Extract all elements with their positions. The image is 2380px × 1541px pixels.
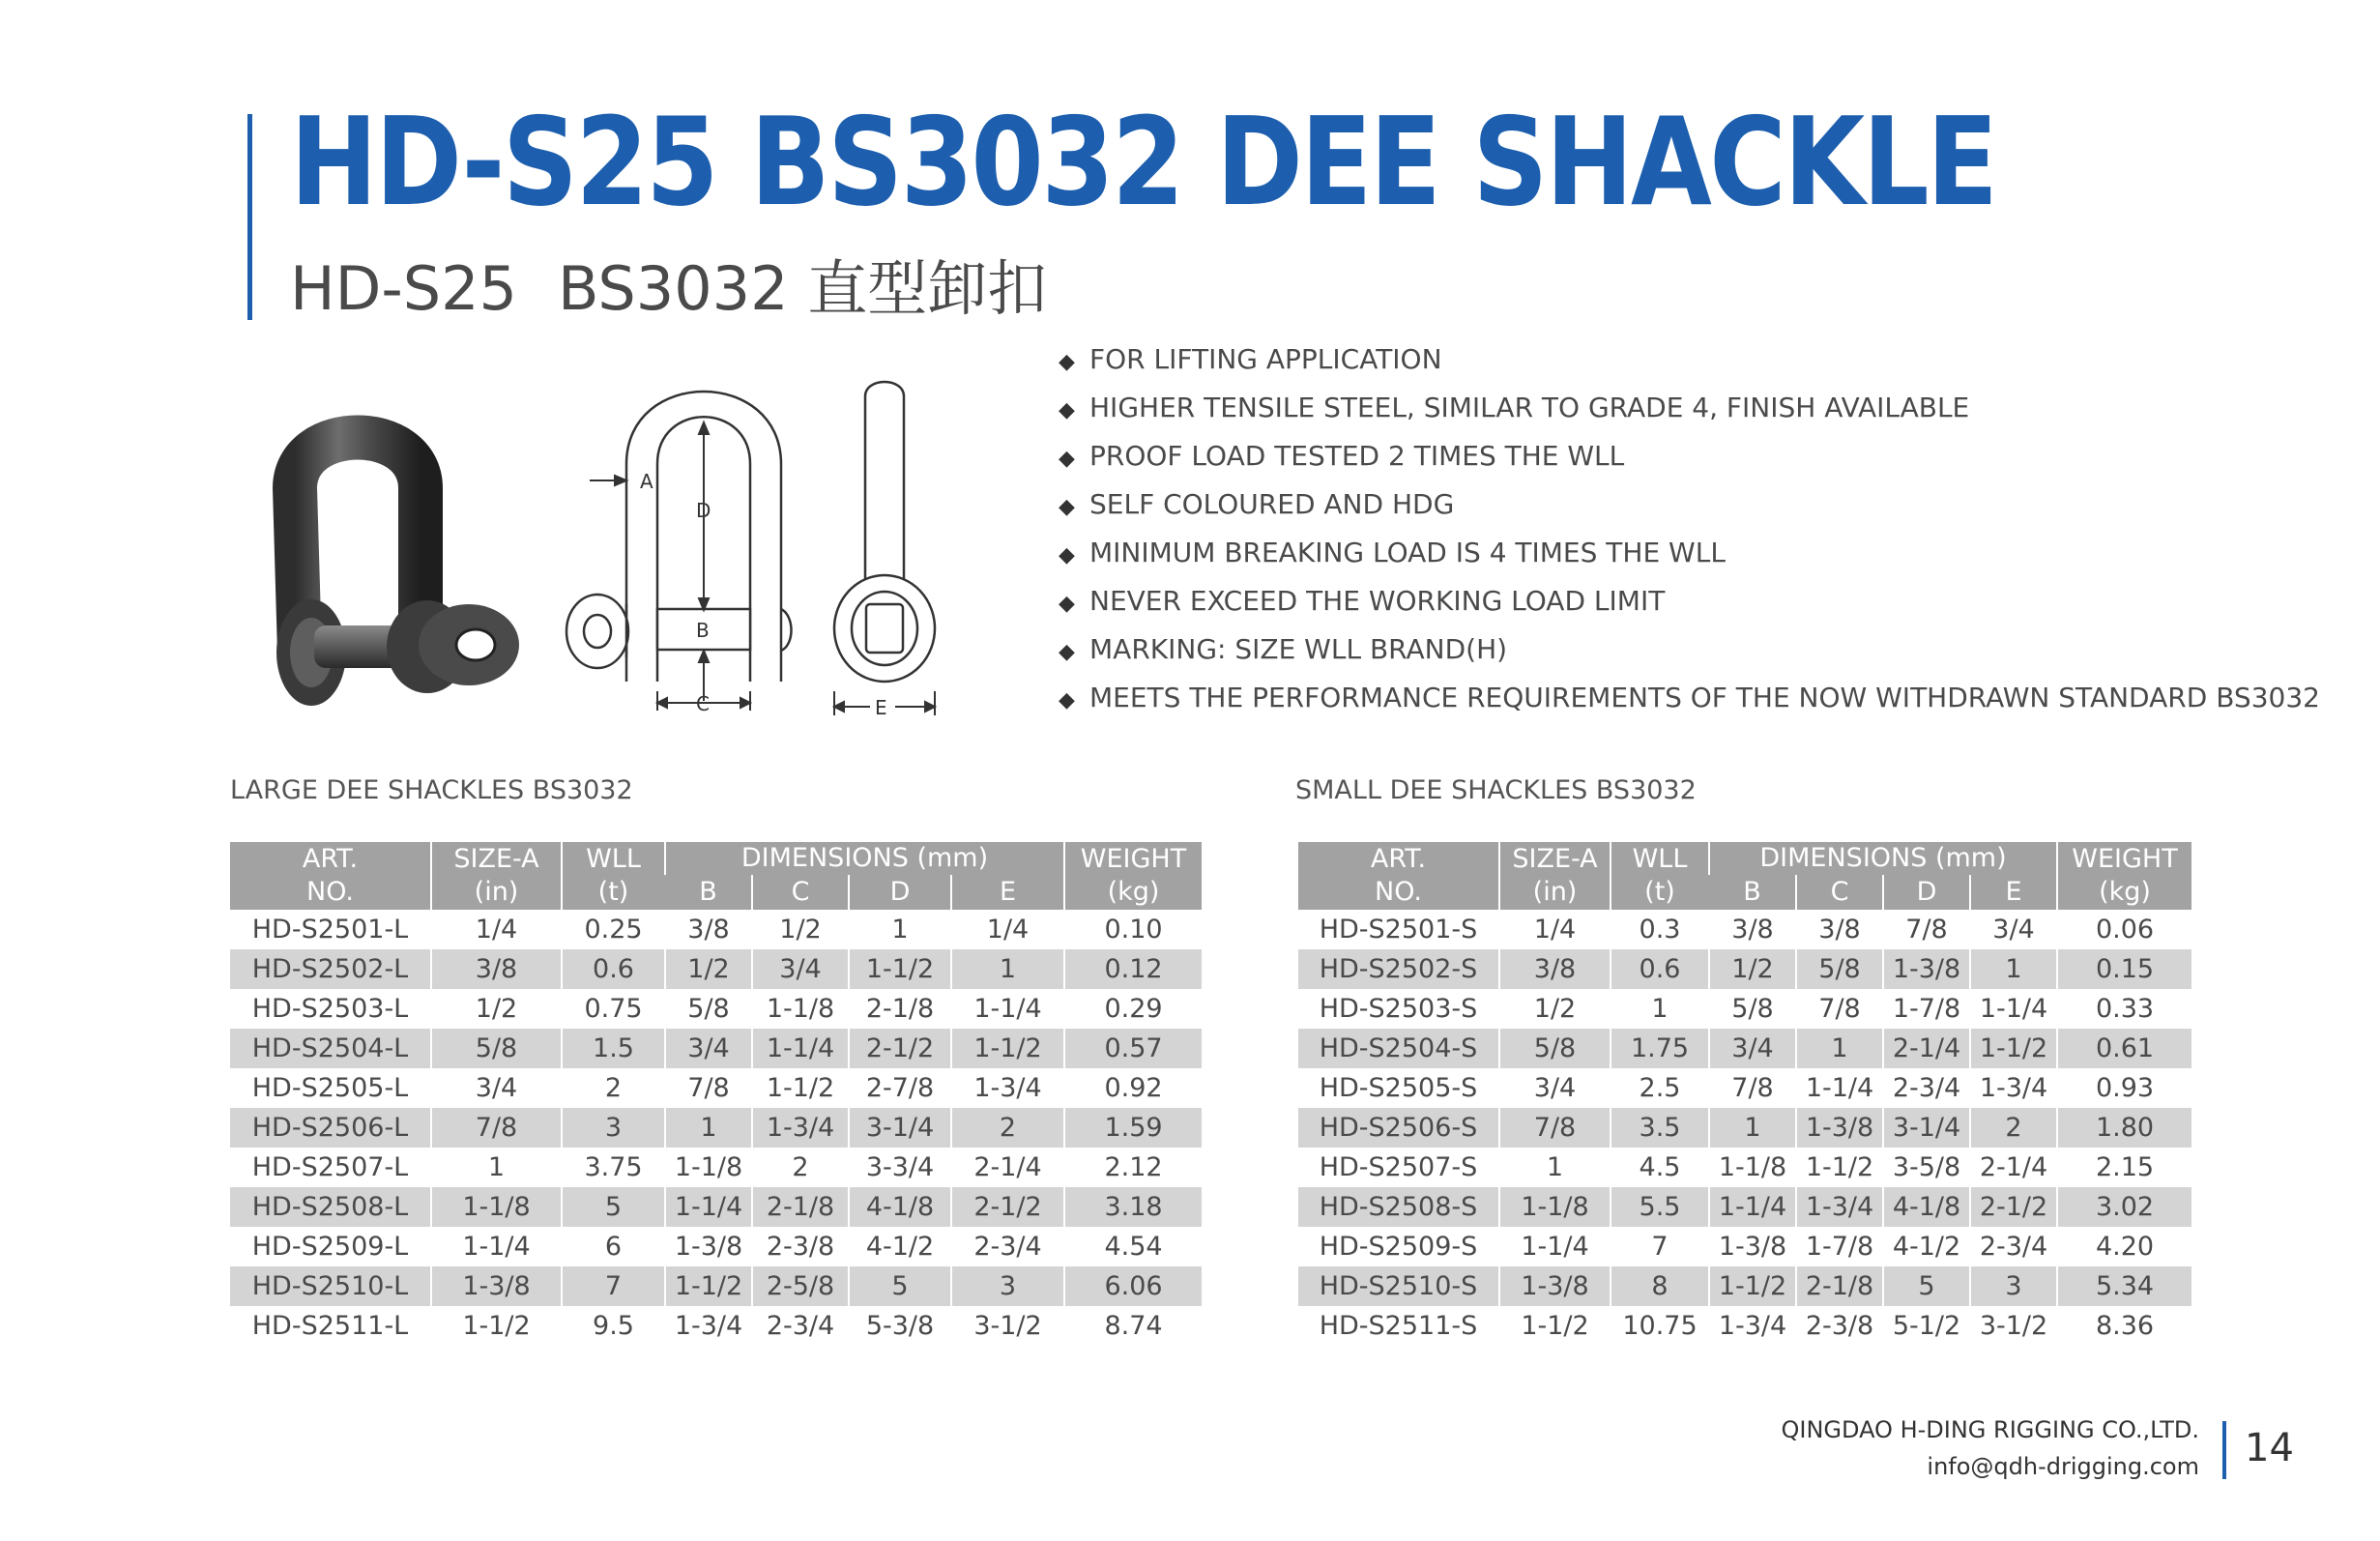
shackle-photo [261, 382, 561, 720]
header-c: C [752, 875, 849, 910]
table-cell: 1-1/2 [1499, 1306, 1611, 1346]
page-subtitle [290, 253, 1047, 325]
table-cell: 7/8 [1709, 1068, 1796, 1108]
table-cell: HD-S2510-S [1298, 1266, 1499, 1306]
table-cell: 1-3/4 [951, 1068, 1064, 1108]
table-cell: 3-3/4 [849, 1148, 951, 1187]
table-cell: 1 [665, 1108, 752, 1148]
table-row [230, 1108, 1202, 1148]
table-row [1298, 1187, 2191, 1227]
table-cell: HD-S2505-S [1319, 1073, 1478, 1103]
table-cell: 5 [1883, 1266, 1970, 1306]
table-cell: 1-1/8 [1499, 1187, 1611, 1227]
table-cell: 1-3/8 [1499, 1266, 1611, 1306]
table-row [1298, 1306, 2191, 1346]
header-e: E [951, 875, 1064, 910]
table-cell: HD-S2509-S [1319, 1232, 1478, 1262]
table-cell: HD-S2502-L [230, 949, 431, 989]
table-cell: 1-1/4 [665, 1187, 752, 1227]
page-title: HD-S25 BS3032 DEE SHACKLE [290, 91, 1996, 233]
table-cell: 1-1/2 [1796, 1148, 1883, 1187]
table-cell: 1-3/8 [431, 1266, 562, 1306]
table-cell: 1 [1970, 949, 2057, 989]
table-cell: 2-3/8 [752, 1227, 849, 1266]
table-cell: 3-5/8 [1883, 1148, 1970, 1187]
table-row [1298, 1068, 2191, 1108]
table-cell: 3 [951, 1266, 1064, 1306]
table-cell: HD-S2504-L [230, 1029, 431, 1068]
table-cell: HD-S2504-S [1298, 1029, 1499, 1068]
table-cell: 7 [1611, 1227, 1709, 1266]
header-size: SIZE-A (in) [1499, 842, 1611, 910]
company-name: QINGDAO H-DING RIGGING CO.,LTD. [1781, 1416, 2199, 1443]
diamond-bullet-icon: ◆ [1059, 447, 1075, 471]
table-cell: 3.18 [1064, 1187, 1202, 1227]
table-cell: 2 [752, 1148, 849, 1187]
table-cell: HD-S2509-L [251, 1232, 409, 1262]
table-cell: 2-1/2 [951, 1187, 1064, 1227]
table-row [230, 949, 1202, 989]
table-cell: 3/8 [1709, 910, 1796, 949]
table-cell: 5 [849, 1266, 951, 1306]
small-table-title: SMALL DEE SHACKLES BS3032 [1295, 775, 1697, 805]
table-cell: 2-1/8 [849, 989, 951, 1029]
table-cell: 1-3/8 [1883, 949, 1970, 989]
table-cell: HD-S2505-L [251, 1073, 409, 1103]
table-cell: 4-1/2 [849, 1227, 951, 1266]
table-cell: 3-1/4 [849, 1108, 951, 1148]
table-cell: HD-S2511-S [1319, 1311, 1478, 1341]
table-cell: 1-3/4 [665, 1306, 752, 1346]
table-cell: HD-S2508-L [230, 1187, 431, 1227]
table-cell: HD-S2502-S [1298, 949, 1499, 989]
diamond-bullet-icon: ◆ [1059, 398, 1075, 422]
table-cell: 0.29 [1064, 989, 1202, 1029]
header-b: B [665, 875, 752, 910]
label-e: E [875, 696, 887, 719]
table-cell: 8 [1611, 1266, 1709, 1306]
table-cell: 3 [562, 1108, 665, 1148]
table-cell: 3-1/2 [1970, 1306, 2057, 1346]
table-cell: HD-S2506-S [1298, 1108, 1499, 1148]
table-cell: 1/2 [431, 989, 562, 1029]
table-cell: 5.5 [1611, 1187, 1709, 1227]
table-cell: 2.15 [2057, 1148, 2191, 1187]
table-cell: 2-3/4 [1883, 1068, 1970, 1108]
table-cell: 1-7/8 [1883, 989, 1970, 1029]
table-cell: 2-1/2 [1970, 1187, 2057, 1227]
header-weight: WEIGHT (kg) [2057, 842, 2191, 910]
table-cell: 0.61 [2057, 1029, 2191, 1068]
table-cell: 1.5 [562, 1029, 665, 1068]
table-cell: 3-1/2 [951, 1306, 1064, 1346]
table-cell: 1 [951, 949, 1064, 989]
table-cell: 1-1/2 [752, 1068, 849, 1108]
feature-item: ◆ NEVER EXCEED THE WORKING LOAD LIMIT [1059, 582, 2320, 630]
label-c: C [696, 692, 710, 715]
table-cell: 4.54 [1064, 1227, 1202, 1266]
table-cell: HD-S2501-S [1319, 915, 1478, 945]
table-cell: 1-1/2 [1970, 1029, 2057, 1068]
diamond-bullet-icon: ◆ [1059, 592, 1075, 616]
table-row [230, 1306, 1202, 1346]
table-cell: HD-S2508-S [1298, 1187, 1499, 1227]
table-cell: 1-1/8 [1709, 1148, 1796, 1187]
table-cell: 2-1/4 [1970, 1148, 2057, 1187]
table-row [1298, 910, 2191, 949]
table-cell: 4-1/8 [849, 1187, 951, 1227]
feature-item: ◆ SELF COLOURED AND HDG [1059, 485, 2320, 534]
table-cell: 1-3/4 [1970, 1068, 2057, 1108]
table-cell: 5-1/2 [1883, 1306, 1970, 1346]
table-cell: 6.06 [1064, 1266, 1202, 1306]
table-cell: 0.25 [562, 910, 665, 949]
table-cell: 2 [951, 1108, 1064, 1148]
table-cell: 5/8 [665, 989, 752, 1029]
table-cell: 2-3/4 [1970, 1227, 2057, 1266]
diamond-bullet-icon: ◆ [1059, 688, 1075, 712]
table-cell: 3-1/4 [1883, 1108, 1970, 1148]
table-cell: 5-3/8 [849, 1306, 951, 1346]
table-cell: HD-S2507-L [251, 1152, 409, 1182]
table-cell: 9.5 [562, 1306, 665, 1346]
feature-item: ◆ PROOF LOAD TESTED 2 TIMES THE WLL [1059, 437, 2320, 485]
table-cell: 2-1/4 [951, 1148, 1064, 1187]
feature-item: ◆ MARKING: SIZE WLL BRAND(H) [1059, 630, 2320, 679]
table-cell: 3/4 [431, 1068, 562, 1108]
table-cell: 1-1/4 [951, 989, 1064, 1029]
table-cell: 1.80 [2057, 1108, 2191, 1148]
table-cell: 4-1/8 [1883, 1187, 1970, 1227]
table-cell: 5/8 [1796, 949, 1883, 989]
header-dimensions: DIMENSIONS (mm) [665, 842, 1064, 875]
subtitle-name: BS3032 直型卸扣 [557, 253, 1048, 324]
table-cell: 0.33 [2057, 989, 2191, 1029]
table-cell: 2.12 [1064, 1148, 1202, 1187]
table-cell: 5 [562, 1187, 665, 1227]
header-dimensions: DIMENSIONS (mm) [1709, 842, 2057, 875]
table-cell: 3/4 [1709, 1029, 1796, 1068]
table-cell: 0.75 [562, 989, 665, 1029]
table-cell: 1-3/4 [1796, 1187, 1883, 1227]
large-shackle-table [230, 842, 1202, 1346]
table-cell: 1-3/4 [1709, 1306, 1796, 1346]
table-cell: 3/4 [665, 1029, 752, 1068]
table-cell: 1 [1611, 989, 1709, 1029]
label-b: B [696, 619, 710, 642]
table-cell: 3/8 [431, 949, 562, 989]
table-cell: 3/8 [1499, 949, 1611, 989]
table-cell: 1-1/8 [665, 1148, 752, 1187]
table-row [230, 1187, 1202, 1227]
table-cell: 0.06 [2057, 910, 2191, 949]
table-cell: 1/4 [951, 910, 1064, 949]
table-cell: 3/4 [1499, 1068, 1611, 1108]
table-cell: 2-1/2 [849, 1029, 951, 1068]
table-row [1298, 989, 2191, 1029]
feature-item: ◆ FOR LIFTING APPLICATION [1059, 340, 2320, 389]
table-cell: 0.12 [1064, 949, 1202, 989]
header-c: C [1796, 875, 1883, 910]
table-cell: 0.6 [1611, 949, 1709, 989]
table-row [230, 989, 1202, 1029]
table-cell: 3/8 [1796, 910, 1883, 949]
table-row [230, 1029, 1202, 1068]
table-cell: 7/8 [431, 1108, 562, 1148]
title-accent-bar [247, 114, 252, 320]
footer-accent-bar [2222, 1421, 2226, 1479]
table-cell: HD-S2506-L [230, 1108, 431, 1148]
table-cell: 0.6 [562, 949, 665, 989]
label-a: A [640, 470, 653, 493]
table-row [230, 1148, 1202, 1187]
table-cell: 0.92 [1064, 1068, 1202, 1108]
table-cell: 1-3/8 [1709, 1227, 1796, 1266]
table-cell: HD-S2510-L [230, 1266, 431, 1306]
subtitle-code: HD-S25 [290, 253, 517, 324]
feature-item: ◆ HIGHER TENSILE STEEL, SIMILAR TO GRADE 4, FINISH AVAILABLE [1059, 389, 2320, 437]
table-cell: 1-1/2 [665, 1266, 752, 1306]
table-cell: 1-1/2 [431, 1306, 562, 1346]
table-cell: 1-1/4 [752, 1029, 849, 1068]
table-cell: 1 [849, 910, 951, 949]
diamond-bullet-icon: ◆ [1059, 350, 1075, 374]
table-cell: 3/4 [1970, 910, 2057, 949]
table-cell: 2-3/8 [1796, 1306, 1883, 1346]
table-cell: 1-1/2 [1709, 1266, 1796, 1306]
table-row [230, 910, 1202, 949]
label-d: D [696, 499, 711, 522]
table-cell: 3/4 [752, 949, 849, 989]
table-cell: HD-S2511-L [251, 1311, 409, 1341]
table-cell: 1 [1709, 1108, 1796, 1148]
header-b: B [1709, 875, 1796, 910]
table-cell: 3 [1970, 1266, 2057, 1306]
feature-list [1059, 340, 2320, 727]
table-cell: 1/2 [665, 949, 752, 989]
table-cell: 1-1/8 [431, 1187, 562, 1227]
side-view-drawing [822, 372, 947, 730]
table-cell: 7/8 [665, 1068, 752, 1108]
table-cell: 0.15 [2057, 949, 2191, 989]
table-cell: 1/2 [752, 910, 849, 949]
diamond-bullet-icon: ◆ [1059, 495, 1075, 519]
diamond-bullet-icon: ◆ [1059, 640, 1075, 664]
table-cell: 1 [1796, 1029, 1883, 1068]
table-cell: 1-3/4 [752, 1108, 849, 1148]
table-cell: 1-7/8 [1796, 1227, 1883, 1266]
table-cell: 2-3/4 [752, 1306, 849, 1346]
table-cell: 1 [1499, 1148, 1611, 1187]
table-cell: 3/8 [665, 910, 752, 949]
table-cell: 2-1/4 [1883, 1029, 1970, 1068]
table-cell: 2-3/4 [951, 1227, 1064, 1266]
table-row [1298, 1148, 2191, 1187]
header-e: E [1970, 875, 2057, 910]
table-cell: 1/4 [1499, 910, 1611, 949]
table-cell: 7/8 [1883, 910, 1970, 949]
table-row [1298, 1227, 2191, 1266]
small-shackle-table [1298, 842, 2191, 1346]
table-cell: 3.75 [562, 1148, 665, 1187]
table-cell: 1-1/2 [849, 949, 951, 989]
table-cell: 1-1/4 [1709, 1187, 1796, 1227]
table-cell: 2-1/8 [752, 1187, 849, 1227]
header-wll: WLL (t) [1611, 842, 1709, 910]
table-cell: 1-1/4 [1970, 989, 2057, 1029]
table-cell: 3.5 [1611, 1108, 1709, 1148]
table-cell: 3.02 [2057, 1187, 2191, 1227]
table-cell: 1-3/8 [1796, 1108, 1883, 1148]
table-cell: 0.3 [1611, 910, 1709, 949]
table-row [1298, 1108, 2191, 1148]
page-number: 14 [2245, 1426, 2294, 1470]
table-cell: 2 [562, 1068, 665, 1108]
large-table-title: LARGE DEE SHACKLES BS3032 [230, 775, 633, 805]
header-art-no: ART. NO. [1298, 842, 1499, 910]
table-cell: 1.75 [1611, 1029, 1709, 1068]
table-cell: 8.74 [1064, 1306, 1202, 1346]
table-cell: 5.34 [2057, 1266, 2191, 1306]
table-row [230, 1227, 1202, 1266]
header-weight: WEIGHT (kg) [1064, 842, 1202, 910]
table-cell: 1 [431, 1148, 562, 1187]
header-art-no: ART. NO. [230, 842, 431, 910]
table-cell: 5/8 [431, 1029, 562, 1068]
header-size: SIZE-A (in) [431, 842, 562, 910]
table-cell: HD-S2503-S [1319, 994, 1478, 1024]
table-cell: 1-1/4 [1796, 1068, 1883, 1108]
table-cell: 2.5 [1611, 1068, 1709, 1108]
table-cell: 1-3/8 [665, 1227, 752, 1266]
header-d: D [849, 875, 951, 910]
table-cell: 0.10 [1064, 910, 1202, 949]
table-cell: 4-1/2 [1883, 1227, 1970, 1266]
table-row [1298, 1029, 2191, 1068]
table-cell: 8.36 [2057, 1306, 2191, 1346]
feature-item: ◆ MEETS THE PERFORMANCE REQUIREMENTS OF THE NOW WITHDRAWN STANDARD BS3032 [1059, 679, 2320, 727]
diamond-bullet-icon: ◆ [1059, 543, 1075, 567]
table-row [230, 1266, 1202, 1306]
table-row [230, 1068, 1202, 1108]
table-row [1298, 949, 2191, 989]
header-d: D [1883, 875, 1970, 910]
table-cell: 1-1/4 [431, 1227, 562, 1266]
table-cell: 4.5 [1611, 1148, 1709, 1187]
table-cell: HD-S2501-L [251, 915, 409, 945]
table-cell: 1/2 [1499, 989, 1611, 1029]
table-cell: 1-1/4 [1499, 1227, 1611, 1266]
table-cell: 2-5/8 [752, 1266, 849, 1306]
table-cell: HD-S2503-L [251, 994, 409, 1024]
table-cell: 1/2 [1709, 949, 1796, 989]
table-cell: 2 [1970, 1108, 2057, 1148]
table-cell: HD-S2507-S [1319, 1152, 1478, 1182]
table-cell: 7 [562, 1266, 665, 1306]
table-cell: 1.59 [1064, 1108, 1202, 1148]
table-cell: 7/8 [1796, 989, 1883, 1029]
table-cell: 10.75 [1611, 1306, 1709, 1346]
table-cell: 0.93 [2057, 1068, 2191, 1108]
table-cell: 1-1/8 [752, 989, 849, 1029]
table-cell: 1/4 [431, 910, 562, 949]
table-cell: 1-1/2 [951, 1029, 1064, 1068]
table-cell: 0.57 [1064, 1029, 1202, 1068]
table-cell: 5/8 [1709, 989, 1796, 1029]
table-cell: 2-1/8 [1796, 1266, 1883, 1306]
table-cell: 4.20 [2057, 1227, 2191, 1266]
table-cell: 2-7/8 [849, 1068, 951, 1108]
table-cell: 5/8 [1499, 1029, 1611, 1068]
header-wll: WLL (t) [562, 842, 665, 910]
table-cell: 6 [562, 1227, 665, 1266]
table-cell: 7/8 [1499, 1108, 1611, 1148]
company-email: info@qdh-drigging.com [1927, 1453, 2199, 1480]
table-row [1298, 1266, 2191, 1306]
feature-item: ◆ MINIMUM BREAKING LOAD IS 4 TIMES THE WLL [1059, 534, 2320, 582]
